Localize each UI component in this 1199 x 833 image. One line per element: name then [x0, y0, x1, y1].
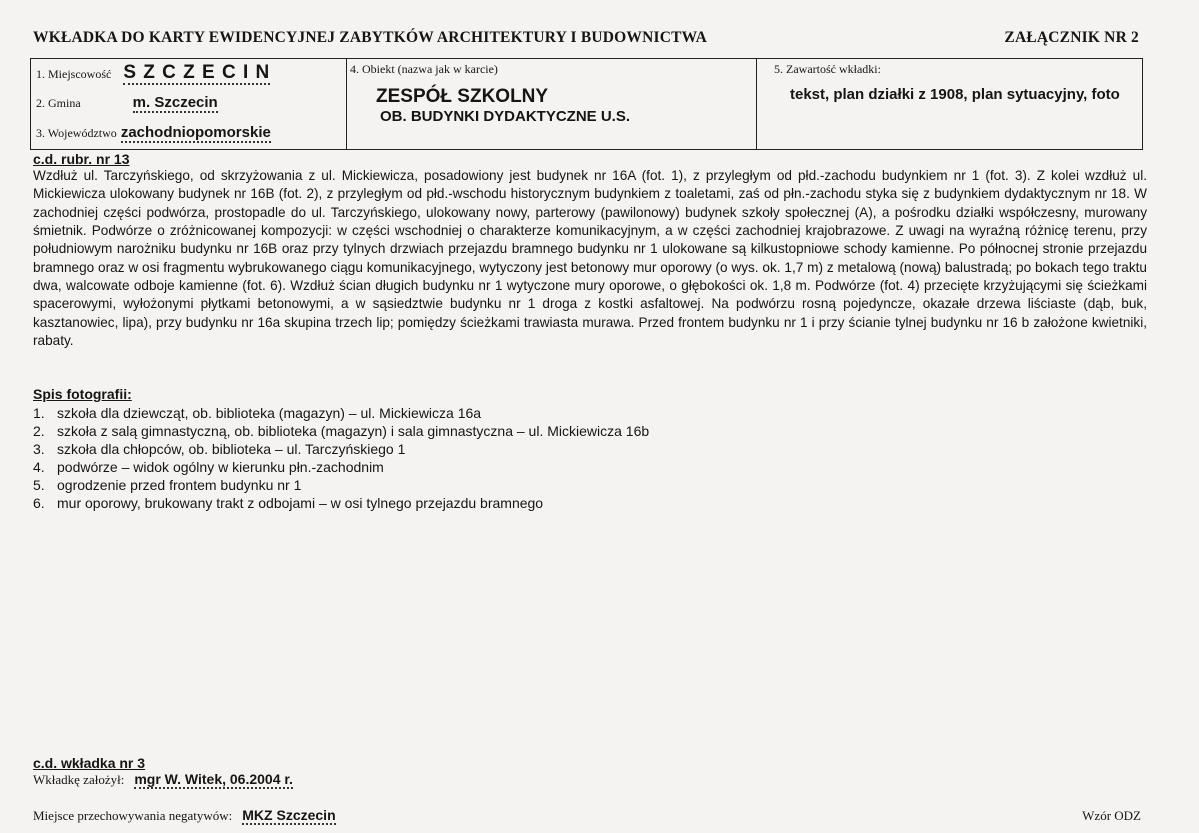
object-title: ZESPÓŁ SZKOLNY — [376, 86, 549, 107]
voivodeship-label: 3. Województwo — [36, 126, 117, 140]
object-label: 4. Obiekt (nazwa jak w karcie) — [350, 62, 498, 76]
photo-list-heading: Spis fotografii: — [33, 386, 132, 402]
locality-value: S Z C Z E C I N — [123, 62, 271, 83]
contents-label: 5. Zawartość wkładki: — [774, 62, 881, 76]
locality-field — [36, 63, 270, 85]
column-divider — [756, 59, 757, 149]
author-field — [33, 772, 293, 789]
commune-field — [36, 95, 218, 113]
continuation-heading: c.d. rubr. nr 13 — [33, 151, 130, 167]
author-value: mgr W. Witek, 06.2004 r. — [134, 771, 293, 787]
storage-field — [33, 808, 336, 825]
list-item: 5. ogrodzenie przed frontem budynku nr 1 — [33, 477, 302, 493]
list-item: 6. mur oporowy, brukowany trakt z odbojami – w osi tylnego przejazdu bramnego — [33, 495, 544, 511]
list-item: 3. szkoła dla chłopców, ob. biblioteka – ul. Tarczyńskiego 1 — [33, 441, 406, 457]
contents-value: tekst, plan działki z 1908, plan sytuacyjny, foto — [790, 86, 1120, 103]
storage-value: MKZ Szczecin — [242, 807, 336, 823]
list-item: 4. podwórze – widok ogólny w kierunku płn.-zachodnim — [33, 459, 384, 475]
storage-label: Miejsce przechowywania negatywów: — [33, 808, 233, 823]
voivodeship-value: zachodniopomorskie — [120, 124, 271, 141]
author-label: Wkładkę założył: — [33, 772, 125, 787]
photo-list — [33, 404, 649, 512]
list-item: 1. szkoła dla dziewcząt, ob. biblioteka (magazyn) – ul. Mickiewicza 16a — [33, 405, 482, 421]
object-subtitle: OB. BUDYNKI DYDAKTYCZNE U.S. — [380, 108, 631, 125]
locality-label: 1. Miejscowość — [36, 67, 112, 81]
list-item: 2. szkoła z salą gimnastyczną, ob. biblioteka (magazyn) i sala gimnastyczna – ul. Mickiewicza 16b — [33, 423, 650, 439]
commune-label: 2. Gmina — [36, 96, 81, 110]
voivodeship-field — [36, 125, 271, 143]
annex-number: ZAŁĄCZNIK NR 2 — [1004, 29, 1139, 46]
commune-value: m. Szczecin — [132, 94, 218, 111]
document-title: WKŁADKA DO KARTY EWIDENCYJNEJ ZABYTKÓW ARCHITEKTURY I BUDOWNICTWA — [33, 29, 708, 46]
continuation-text: Wzdłuż ul. Tarczyńskiego, od skrzyżowania z ul. Mickiewicza, posadowiony jest budynek nr 16A (fot. 1), z przyległym od płd.-zachodu budynkiem nr 1 (fot. 3). Z kolei wzdłuż ul. Mickiewicza ulokowany budynek nr 16B (fot. 2), z przyległym od płd.-wschodu historycznym budynkiem z toaletami, zaś od płn.-zachodu styka się z budynkiem dydaktycznym nr 18. W zachodniej części podwórza, prostopadle do ul. Tarczyńskiego, ulokowany nowy, parterowy (pawilonowy) budynek szkoły społecznej (A), a pośrodku działki współczesny, murowany śmietnik. Podwórze o zróżnicowanej kompozycji: w części wschodniej o charakterze komunikacyjnym, a w części zachodniej krajobrazowe. Z uwagi na wyraźną różnicę terenu, przy południowym narożniku budynku nr 16B oraz przy tylnych drzwiach przejazdu bramnego budynku nr 1 ulokowane są kilkustopniowe schody kamienne. Po północnej stronie przejazdu bramnego oraz w osi fragmentu wybrukowanego ciągu komunikacyjnego, wytyczony jest betonowy mur oporowy (o wys. ok. 1,7 m) z metalową (nową) balustradą; po bokach tego traktu dwa, walcowate odboje kamienne (fot. 6). Wzdłuż ścian długich budynku nr 1 wytyczone mury oporowe, o głębokości ok. 1,8 m. Podwórze (fot. 4) przecięte krzyżującymi się ścieżkami spacerowymi, wyłożonymi płytkami betonowymi, a w sąsiedztwie budynku nr 1 droga z kostki asfaltowej. Na podwórzu rosną pojedyncze, okazałe drzewa liściaste (dąb, buk, kasztanowiec, lipa), przy budynku nr 16a skupina trzech lip; pomiędzy ścieżkami trawiasta murawa. Przed frontem budynku nr 1 i przy ścianie tylnej budynku nr 16 b założone kwietniki, rabaty. — [33, 168, 1147, 349]
next-insert-heading: c.d. wkładka nr 3 — [33, 755, 146, 771]
template-code: Wzór ODZ — [1082, 808, 1141, 823]
column-divider — [346, 59, 347, 149]
